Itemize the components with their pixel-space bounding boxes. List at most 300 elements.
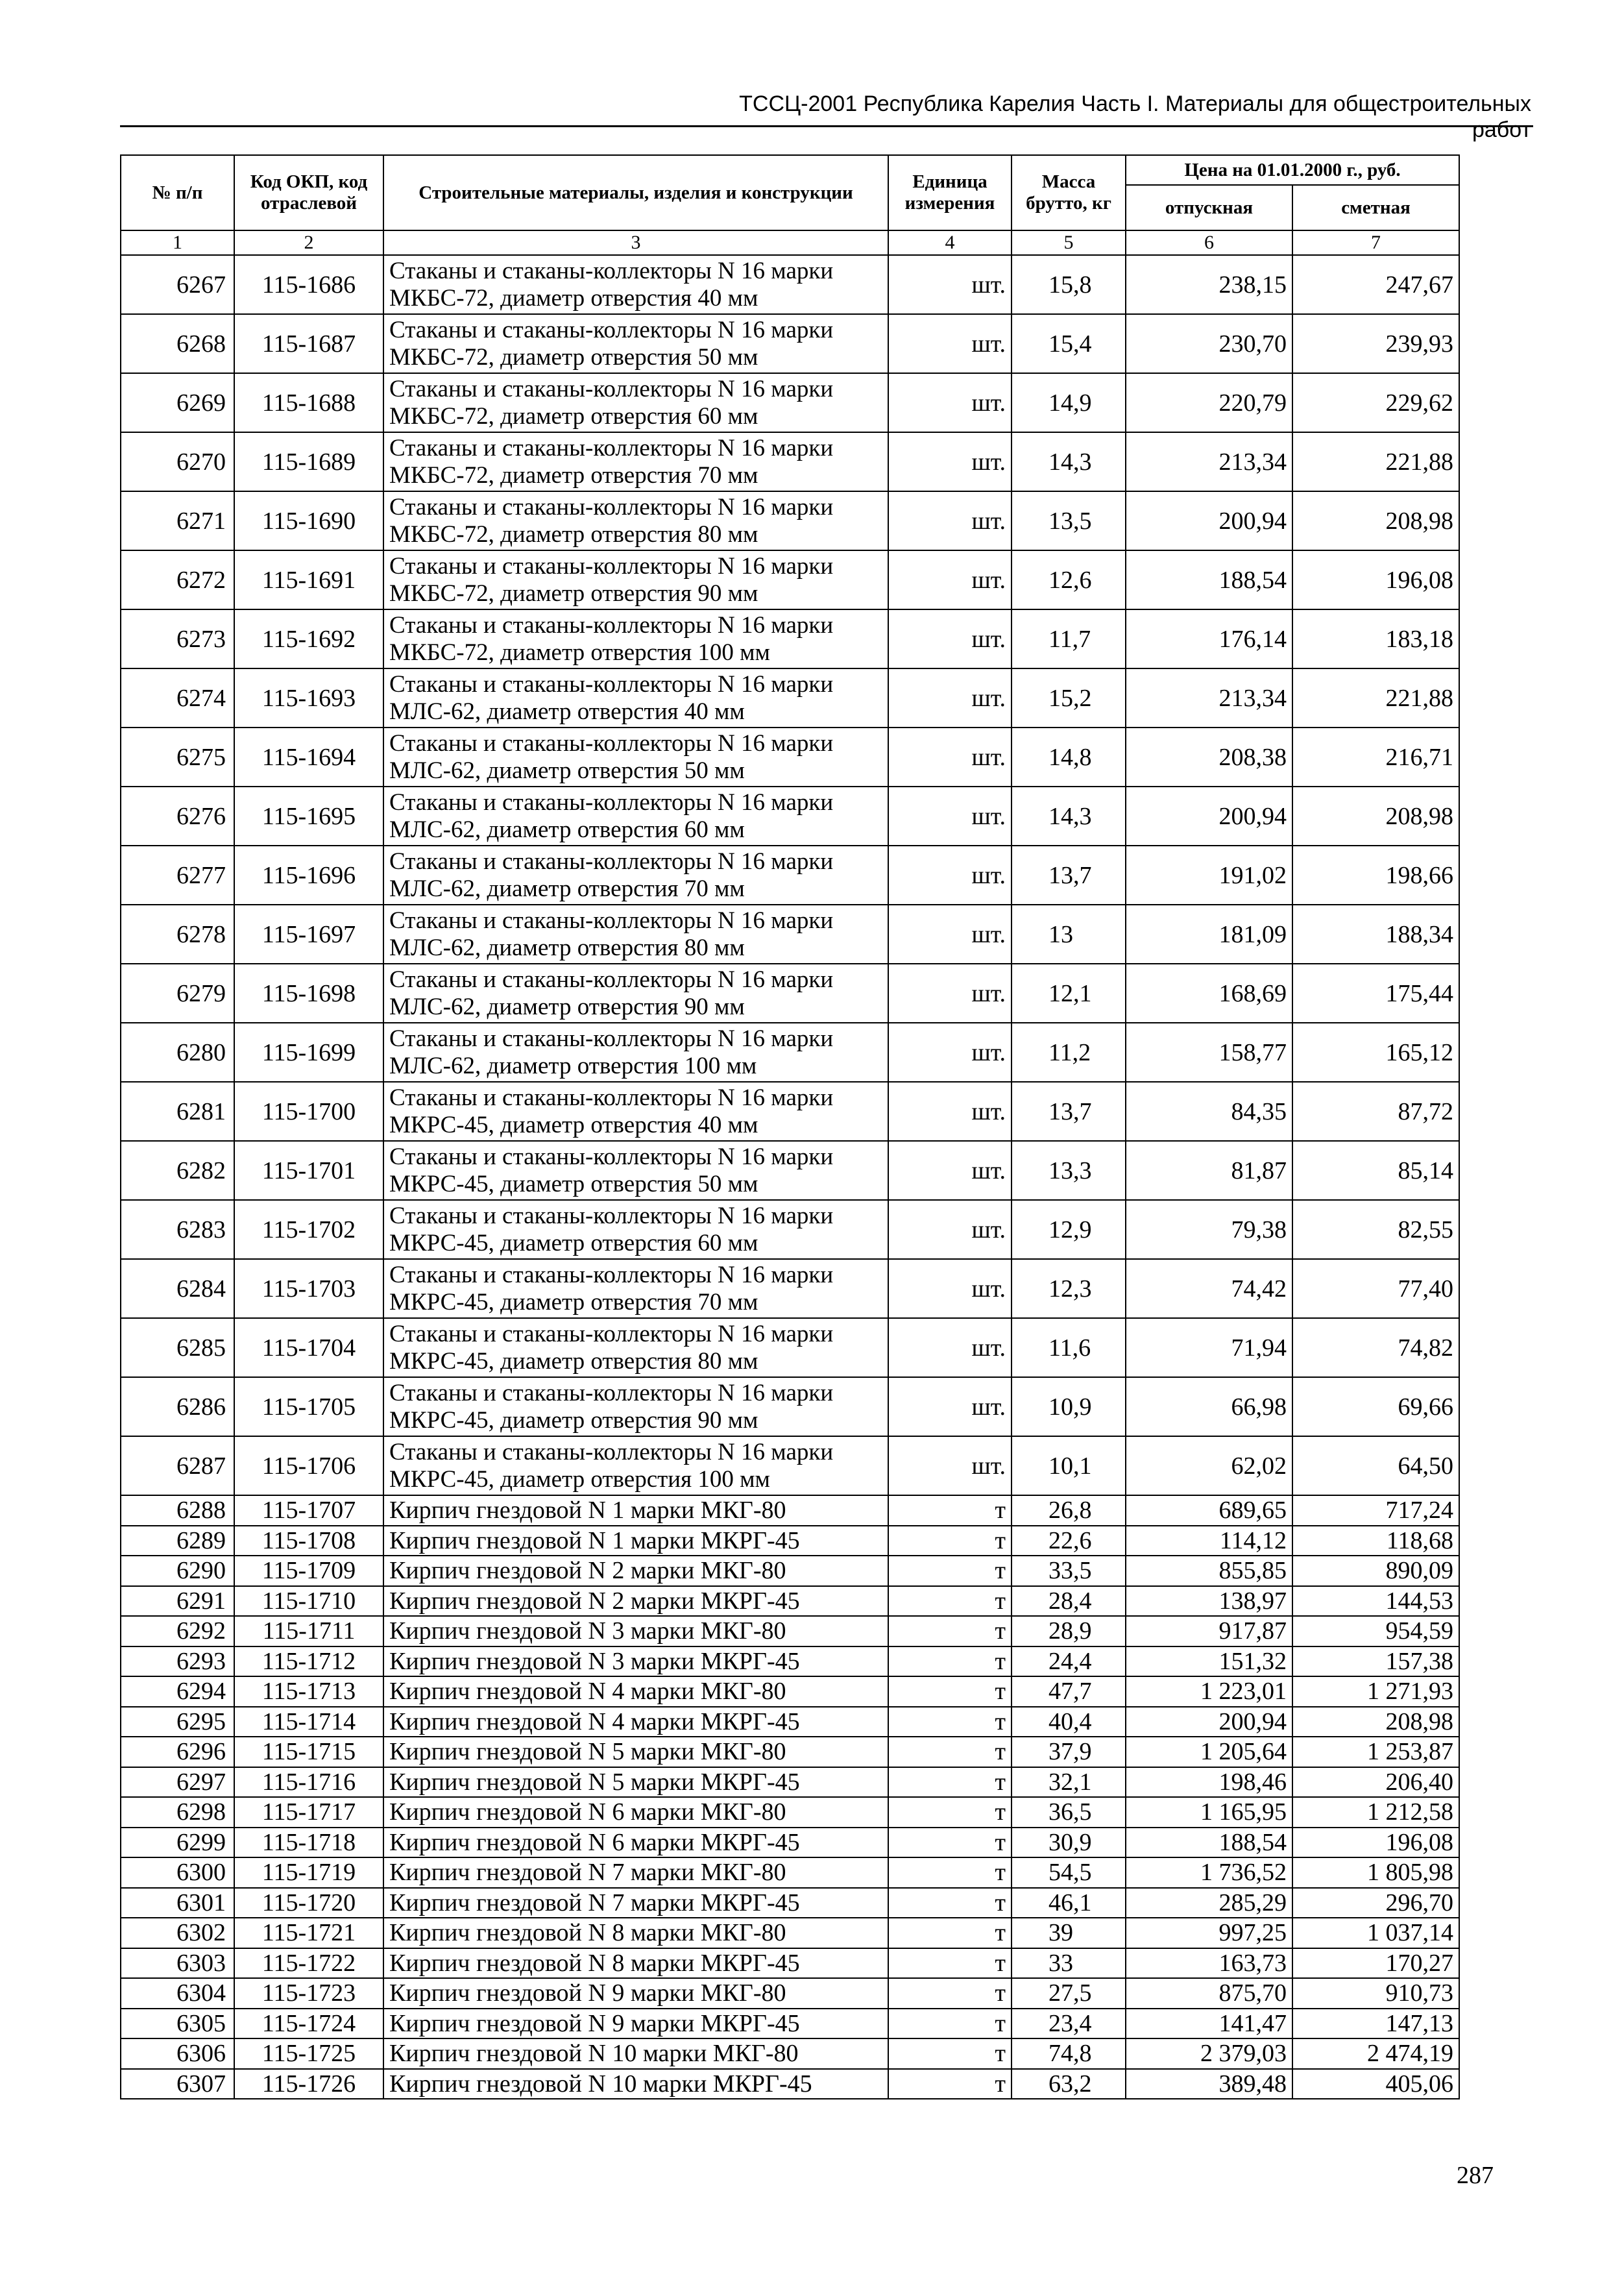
row-price-estimate: 2 474,19 [1292,2038,1459,2069]
row-unit: т [888,1676,1012,1707]
row-unit: шт. [888,1259,1012,1318]
row-unit: шт. [888,609,1012,668]
row-code: 115-1718 [234,1828,383,1858]
row-price-estimate: 196,08 [1292,550,1459,609]
row-name: Стаканы и стаканы-коллекторы N 16 марки МЛС-62, диаметр отверстия 90 мм [383,964,888,1023]
row-unit: шт. [888,668,1012,728]
row-price-release: 213,34 [1126,668,1292,728]
table-row [121,905,1459,964]
row-code: 115-1722 [234,1948,383,1979]
row-price-release: 79,38 [1126,1200,1292,1259]
row-price-release: 176,14 [1126,609,1292,668]
row-mass: 30,9 [1012,1828,1126,1858]
row-price-release: 230,70 [1126,314,1292,373]
row-unit: т [888,1797,1012,1828]
row-name: Стаканы и стаканы-коллекторы N 16 марки МКБС-72, диаметр отверстия 80 мм [383,491,888,550]
row-code: 115-1707 [234,1495,383,1526]
row-unit: т [888,2038,1012,2069]
row-price-release: 188,54 [1126,1828,1292,1858]
row-unit: т [888,2009,1012,2039]
row-price-estimate: 77,40 [1292,1259,1459,1318]
row-number: 6300 [121,1857,234,1888]
row-name: Стаканы и стаканы-коллекторы N 16 марки МКБС-72, диаметр отверстия 40 мм [383,255,888,314]
row-code: 115-1696 [234,846,383,905]
table-row [121,1707,1459,1737]
row-code: 115-1692 [234,609,383,668]
table-body [121,255,1459,2099]
row-unit: шт. [888,1141,1012,1200]
table-row [121,491,1459,550]
table-row [121,2009,1459,2039]
row-code: 115-1706 [234,1436,383,1495]
row-name: Кирпич гнездовой N 5 марки МКРГ-45 [383,1767,888,1798]
row-mass: 15,4 [1012,314,1126,373]
row-name: Кирпич гнездовой N 5 марки МКГ-80 [383,1737,888,1767]
table-row [121,1616,1459,1646]
header-mass: Масса брутто, кг [1012,155,1126,230]
row-name: Стаканы и стаканы-коллекторы N 16 марки МКРС-45, диаметр отверстия 80 мм [383,1318,888,1377]
row-price-estimate: 890,09 [1292,1556,1459,1586]
row-price-release: 875,70 [1126,1978,1292,2009]
row-price-estimate: 82,55 [1292,1200,1459,1259]
row-code: 115-1689 [234,432,383,491]
row-number: 6291 [121,1586,234,1617]
row-price-estimate: 74,82 [1292,1318,1459,1377]
row-unit: шт. [888,905,1012,964]
table-row [121,1495,1459,1526]
row-code: 115-1704 [234,1318,383,1377]
row-name: Кирпич гнездовой N 7 марки МКРГ-45 [383,1888,888,1918]
row-number: 6284 [121,1259,234,1318]
row-price-estimate: 247,67 [1292,255,1459,314]
row-unit: шт. [888,728,1012,787]
row-number: 6268 [121,314,234,373]
row-price-release: 208,38 [1126,728,1292,787]
row-number: 6276 [121,787,234,846]
column-number: 7 [1292,230,1459,255]
row-number: 6293 [121,1646,234,1677]
row-price-estimate: 910,73 [1292,1978,1459,2009]
row-name: Стаканы и стаканы-коллекторы N 16 марки МКБС-72, диаметр отверстия 70 мм [383,432,888,491]
row-mass: 36,5 [1012,1797,1126,1828]
row-price-release: 163,73 [1126,1948,1292,1979]
table-row [121,1082,1459,1141]
row-name: Стаканы и стаканы-коллекторы N 16 марки МЛС-62, диаметр отверстия 60 мм [383,787,888,846]
row-price-estimate: 208,98 [1292,787,1459,846]
row-number: 6272 [121,550,234,609]
row-code: 115-1691 [234,550,383,609]
row-name: Кирпич гнездовой N 8 марки МКГ-80 [383,1918,888,1948]
row-name: Стаканы и стаканы-коллекторы N 16 марки МКРС-45, диаметр отверстия 50 мм [383,1141,888,1200]
row-price-release: 1 223,01 [1126,1676,1292,1707]
row-price-release: 141,47 [1126,2009,1292,2039]
row-name: Кирпич гнездовой N 4 марки МКРГ-45 [383,1707,888,1737]
row-mass: 27,5 [1012,1978,1126,2009]
row-unit: шт. [888,787,1012,846]
row-number: 6267 [121,255,234,314]
table-row [121,1828,1459,1858]
row-unit: т [888,1857,1012,1888]
row-price-release: 689,65 [1126,1495,1292,1526]
row-mass: 14,3 [1012,787,1126,846]
row-number: 6282 [121,1141,234,1200]
row-price-release: 389,48 [1126,2069,1292,2099]
table-row [121,1556,1459,1586]
row-number: 6292 [121,1616,234,1646]
row-code: 115-1708 [234,1526,383,1556]
row-price-release: 168,69 [1126,964,1292,1023]
row-unit: т [888,1495,1012,1526]
row-unit: т [888,1918,1012,1948]
row-number: 6288 [121,1495,234,1526]
row-price-estimate: 1 271,93 [1292,1676,1459,1707]
row-unit: шт. [888,255,1012,314]
row-name: Кирпич гнездовой N 3 марки МКГ-80 [383,1616,888,1646]
row-mass: 28,9 [1012,1616,1126,1646]
row-price-release: 285,29 [1126,1888,1292,1918]
row-name: Стаканы и стаканы-коллекторы N 16 марки МЛС-62, диаметр отверстия 70 мм [383,846,888,905]
row-code: 115-1697 [234,905,383,964]
row-price-estimate: 405,06 [1292,2069,1459,2099]
row-price-release: 191,02 [1126,846,1292,905]
table-row [121,609,1459,668]
row-mass: 12,6 [1012,550,1126,609]
row-price-estimate: 239,93 [1292,314,1459,373]
row-unit: т [888,2069,1012,2099]
row-number: 6301 [121,1888,234,1918]
row-name: Кирпич гнездовой N 9 марки МКРГ-45 [383,2009,888,2039]
row-price-release: 238,15 [1126,255,1292,314]
row-unit: т [888,1888,1012,1918]
row-unit: т [888,1978,1012,2009]
row-code: 115-1712 [234,1646,383,1677]
row-number: 6304 [121,1978,234,2009]
row-unit: т [888,1526,1012,1556]
row-mass: 33,5 [1012,1556,1126,1586]
row-mass: 13,7 [1012,846,1126,905]
row-number: 6289 [121,1526,234,1556]
row-price-estimate: 165,12 [1292,1023,1459,1082]
column-number: 2 [234,230,383,255]
row-price-release: 181,09 [1126,905,1292,964]
table-row [121,787,1459,846]
row-price-release: 198,46 [1126,1767,1292,1798]
row-code: 115-1716 [234,1767,383,1798]
row-number: 6297 [121,1767,234,1798]
row-price-release: 1 165,95 [1126,1797,1292,1828]
page-number: 287 [1457,2162,1494,2189]
row-price-estimate: 1 212,58 [1292,1797,1459,1828]
row-unit: т [888,1828,1012,1858]
row-mass: 14,9 [1012,373,1126,432]
row-price-release: 1 205,64 [1126,1737,1292,1767]
table-row [121,1888,1459,1918]
table-row [121,1857,1459,1888]
row-unit: шт. [888,1377,1012,1436]
row-price-release: 62,02 [1126,1436,1292,1495]
column-number-row [121,230,1459,255]
row-code: 115-1713 [234,1676,383,1707]
row-code: 115-1714 [234,1707,383,1737]
row-number: 6296 [121,1737,234,1767]
row-unit: т [888,1948,1012,1979]
table-row [121,1646,1459,1677]
row-name: Кирпич гнездовой N 7 марки МКГ-80 [383,1857,888,1888]
header-rule [120,125,1533,127]
row-mass: 15,8 [1012,255,1126,314]
row-code: 115-1693 [234,668,383,728]
row-price-release: 917,87 [1126,1616,1292,1646]
row-price-release: 81,87 [1126,1141,1292,1200]
row-name: Стаканы и стаканы-коллекторы N 16 марки МЛС-62, диаметр отверстия 80 мм [383,905,888,964]
row-price-estimate: 85,14 [1292,1141,1459,1200]
table-row [121,1377,1459,1436]
row-number: 6283 [121,1200,234,1259]
row-code: 115-1700 [234,1082,383,1141]
row-price-estimate: 717,24 [1292,1495,1459,1526]
row-price-estimate: 198,66 [1292,846,1459,905]
row-name: Кирпич гнездовой N 2 марки МКГ-80 [383,1556,888,1586]
row-name: Кирпич гнездовой N 8 марки МКРГ-45 [383,1948,888,1979]
row-code: 115-1719 [234,1857,383,1888]
row-price-release: 151,32 [1126,1646,1292,1677]
running-header: ТССЦ-2001 Республика Карелия Часть I. Материалы для общестроительных работ [739,92,1531,142]
row-mass: 12,9 [1012,1200,1126,1259]
row-price-estimate: 206,40 [1292,1767,1459,1798]
row-unit: шт. [888,1436,1012,1495]
row-name: Кирпич гнездовой N 6 марки МКГ-80 [383,1797,888,1828]
row-mass: 26,8 [1012,1495,1126,1526]
row-price-estimate: 196,08 [1292,1828,1459,1858]
row-number: 6299 [121,1828,234,1858]
row-mass: 22,6 [1012,1526,1126,1556]
row-code: 115-1721 [234,1918,383,1948]
row-code: 115-1720 [234,1888,383,1918]
row-unit: шт. [888,1318,1012,1377]
row-price-release: 158,77 [1126,1023,1292,1082]
row-mass: 54,5 [1012,1857,1126,1888]
row-code: 115-1709 [234,1556,383,1586]
row-mass: 14,8 [1012,728,1126,787]
row-name: Стаканы и стаканы-коллекторы N 16 марки МКРС-45, диаметр отверстия 40 мм [383,1082,888,1141]
table-row [121,1023,1459,1082]
table-row [121,1948,1459,1979]
table-row [121,1318,1459,1377]
row-mass: 13,7 [1012,1082,1126,1141]
row-unit: шт. [888,491,1012,550]
row-mass: 74,8 [1012,2038,1126,2069]
row-name: Стаканы и стаканы-коллекторы N 16 марки МЛС-62, диаметр отверстия 50 мм [383,728,888,787]
column-number: 6 [1126,230,1292,255]
row-price-estimate: 221,88 [1292,432,1459,491]
column-number: 4 [888,230,1012,255]
row-mass: 13,3 [1012,1141,1126,1200]
column-number: 3 [383,230,888,255]
row-price-release: 71,94 [1126,1318,1292,1377]
row-code: 115-1723 [234,1978,383,2009]
row-name: Стаканы и стаканы-коллекторы N 16 марки МКРС-45, диаметр отверстия 70 мм [383,1259,888,1318]
header-price-group: Цена на 01.01.2000 г., руб. [1126,155,1459,185]
table-row [121,964,1459,1023]
table-row [121,2069,1459,2099]
row-unit: т [888,1707,1012,1737]
row-price-estimate: 954,59 [1292,1616,1459,1646]
row-name: Стаканы и стаканы-коллекторы N 16 марки МКРС-45, диаметр отверстия 90 мм [383,1377,888,1436]
table-row [121,1676,1459,1707]
row-unit: т [888,1646,1012,1677]
row-price-release: 66,98 [1126,1377,1292,1436]
row-number: 6275 [121,728,234,787]
row-unit: шт. [888,1082,1012,1141]
column-number: 1 [121,230,234,255]
row-number: 6287 [121,1436,234,1495]
row-number: 6273 [121,609,234,668]
row-unit: шт. [888,373,1012,432]
row-price-estimate: 183,18 [1292,609,1459,668]
table-row [121,1918,1459,1948]
row-code: 115-1694 [234,728,383,787]
row-price-release: 200,94 [1126,1707,1292,1737]
row-name: Стаканы и стаканы-коллекторы N 16 марки МКБС-72, диаметр отверстия 100 мм [383,609,888,668]
row-mass: 33 [1012,1948,1126,1979]
row-price-release: 84,35 [1126,1082,1292,1141]
row-price-release: 200,94 [1126,787,1292,846]
table-row [121,668,1459,728]
row-mass: 11,2 [1012,1023,1126,1082]
row-price-estimate: 147,13 [1292,2009,1459,2039]
row-number: 6307 [121,2069,234,2099]
row-unit: шт. [888,846,1012,905]
table-row [121,1526,1459,1556]
row-name: Кирпич гнездовой N 9 марки МКГ-80 [383,1978,888,2009]
row-unit: шт. [888,1023,1012,1082]
table-row [121,1436,1459,1495]
row-price-release: 200,94 [1126,491,1292,550]
row-price-estimate: 208,98 [1292,1707,1459,1737]
row-number: 6277 [121,846,234,905]
row-code: 115-1724 [234,2009,383,2039]
row-unit: шт. [888,550,1012,609]
row-mass: 39 [1012,1918,1126,1948]
row-name: Кирпич гнездовой N 4 марки МКГ-80 [383,1676,888,1707]
row-price-estimate: 188,34 [1292,905,1459,964]
row-price-estimate: 87,72 [1292,1082,1459,1141]
row-number: 6271 [121,491,234,550]
table-row [121,373,1459,432]
table-row [121,432,1459,491]
row-code: 115-1717 [234,1797,383,1828]
row-code: 115-1686 [234,255,383,314]
row-code: 115-1715 [234,1737,383,1767]
row-code: 115-1726 [234,2069,383,2099]
row-mass: 32,1 [1012,1767,1126,1798]
row-name: Стаканы и стаканы-коллекторы N 16 марки МЛС-62, диаметр отверстия 100 мм [383,1023,888,1082]
row-price-estimate: 1 037,14 [1292,1918,1459,1948]
row-mass: 24,4 [1012,1646,1126,1677]
row-code: 115-1710 [234,1586,383,1617]
row-number: 6274 [121,668,234,728]
row-mass: 47,7 [1012,1676,1126,1707]
row-number: 6285 [121,1318,234,1377]
table-row [121,550,1459,609]
table-row [121,1141,1459,1200]
header-name: Строительные материалы, изделия и конструкции [383,155,888,230]
row-code: 115-1698 [234,964,383,1023]
row-price-estimate: 229,62 [1292,373,1459,432]
table-row [121,1200,1459,1259]
row-name: Кирпич гнездовой N 3 марки МКРГ-45 [383,1646,888,1677]
row-mass: 12,3 [1012,1259,1126,1318]
row-price-release: 1 736,52 [1126,1857,1292,1888]
row-mass: 40,4 [1012,1707,1126,1737]
row-unit: шт. [888,432,1012,491]
row-number: 6303 [121,1948,234,1979]
row-mass: 28,4 [1012,1586,1126,1617]
row-unit: т [888,1556,1012,1586]
row-mass: 63,2 [1012,2069,1126,2099]
row-name: Кирпич гнездовой N 1 марки МКРГ-45 [383,1526,888,1556]
table-row [121,1737,1459,1767]
row-mass: 14,3 [1012,432,1126,491]
table-row [121,1259,1459,1318]
row-price-estimate: 208,98 [1292,491,1459,550]
row-price-estimate: 216,71 [1292,728,1459,787]
header-num: № п/п [121,155,234,230]
row-price-estimate: 157,38 [1292,1646,1459,1677]
row-mass: 13,5 [1012,491,1126,550]
table-row [121,255,1459,314]
row-unit: шт. [888,964,1012,1023]
row-price-estimate: 1 805,98 [1292,1857,1459,1888]
row-name: Стаканы и стаканы-коллекторы N 16 марки МЛС-62, диаметр отверстия 40 мм [383,668,888,728]
row-price-release: 188,54 [1126,550,1292,609]
row-code: 115-1701 [234,1141,383,1200]
row-price-estimate: 296,70 [1292,1888,1459,1918]
table-row [121,2038,1459,2069]
row-price-estimate: 170,27 [1292,1948,1459,1979]
table-row [121,1797,1459,1828]
row-number: 6269 [121,373,234,432]
row-price-release: 138,97 [1126,1586,1292,1617]
row-number: 6298 [121,1797,234,1828]
row-code: 115-1687 [234,314,383,373]
row-price-release: 2 379,03 [1126,2038,1292,2069]
row-price-estimate: 1 253,87 [1292,1737,1459,1767]
row-code: 115-1688 [234,373,383,432]
row-unit: т [888,1767,1012,1798]
row-unit: т [888,1586,1012,1617]
row-number: 6290 [121,1556,234,1586]
row-code: 115-1690 [234,491,383,550]
row-number: 6279 [121,964,234,1023]
row-price-estimate: 118,68 [1292,1526,1459,1556]
row-unit: т [888,1616,1012,1646]
row-name: Кирпич гнездовой N 6 марки МКРГ-45 [383,1828,888,1858]
table-row [121,1767,1459,1798]
row-mass: 12,1 [1012,964,1126,1023]
row-mass: 10,1 [1012,1436,1126,1495]
row-unit: шт. [888,1200,1012,1259]
row-price-estimate: 221,88 [1292,668,1459,728]
row-number: 6294 [121,1676,234,1707]
row-code: 115-1699 [234,1023,383,1082]
row-number: 6302 [121,1918,234,1948]
row-unit: т [888,1737,1012,1767]
row-mass: 46,1 [1012,1888,1126,1918]
row-price-estimate: 69,66 [1292,1377,1459,1436]
row-unit: шт. [888,314,1012,373]
row-price-release: 997,25 [1126,1918,1292,1948]
